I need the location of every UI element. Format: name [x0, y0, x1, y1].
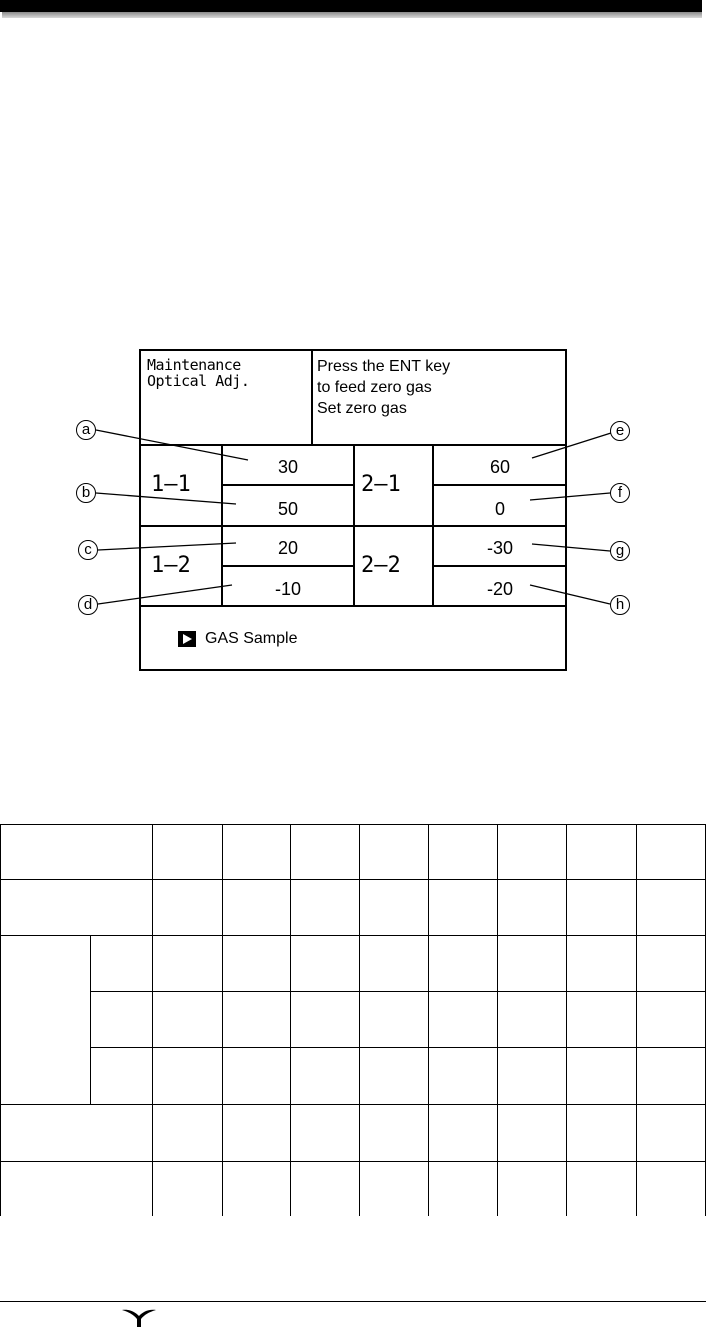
callout-h: h	[610, 595, 630, 615]
value-b: 50	[277, 499, 299, 519]
screen-message-line2: to feed zero gas	[317, 379, 432, 396]
leader-d	[98, 585, 232, 604]
gas-mode-label: GAS Sample	[205, 630, 298, 647]
channel-label-1-1: 1–1	[151, 472, 191, 497]
callout-b: b	[76, 483, 96, 503]
logo-mark	[122, 1310, 156, 1327]
screen-title-line2: Optical Adj.	[147, 372, 250, 390]
value-f: 0	[494, 499, 505, 519]
callout-a: a	[76, 420, 96, 440]
value-h: -20	[486, 579, 513, 599]
screen-message-line1: Press the ENT key	[317, 358, 451, 375]
callout-g: g	[610, 541, 630, 561]
value-c: 20	[277, 538, 299, 558]
value-a: 30	[277, 457, 299, 477]
company-logo-icon	[122, 1309, 156, 1327]
channel-label-1-2: 1–2	[151, 553, 191, 578]
callout-e: e	[610, 421, 630, 441]
screen-title-line1: Maintenance	[147, 356, 241, 374]
leader-h	[530, 585, 610, 604]
footer-rule	[0, 1301, 706, 1302]
leader-a	[96, 430, 248, 460]
leader-f	[530, 493, 610, 500]
value-g: -30	[486, 538, 513, 558]
screen-message-line3: Set zero gas	[317, 400, 407, 417]
leader-e	[532, 433, 611, 458]
value-e: 60	[489, 457, 511, 477]
callout-c: c	[78, 540, 98, 560]
leader-g	[532, 544, 610, 551]
callout-d: d	[78, 595, 98, 615]
leader-b	[96, 493, 236, 504]
channel-label-2-2: 2–2	[361, 553, 401, 578]
blank-record-table	[0, 824, 706, 1216]
callout-f: f	[610, 483, 630, 503]
channel-label-2-1: 2–1	[361, 472, 401, 497]
leader-c	[98, 543, 236, 550]
value-d: -10	[274, 579, 301, 599]
